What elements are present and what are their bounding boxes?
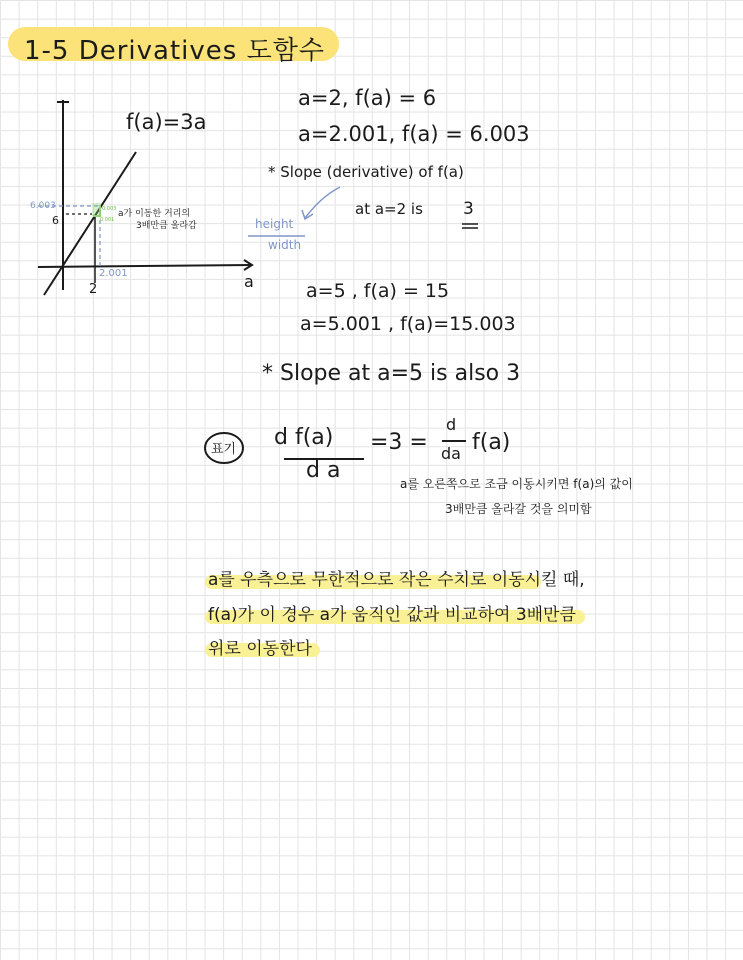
graph-note-line1: a가 이동한 거리의 (118, 209, 191, 219)
x-value-2001: 2.001 (99, 268, 128, 279)
x-axis-label: a (244, 272, 254, 291)
width-label: width (268, 238, 302, 252)
example2-line1: a=5 , f(a) = 15 (306, 280, 450, 302)
notation-note-line2: 3배만큼 올라갈 것을 의미함 (445, 502, 592, 516)
page-title: 1-5 Derivatives 도함수 (24, 36, 325, 66)
summary-line1: a를 우측으로 무한적으로 작은 수치로 이동시킬 때, (208, 570, 585, 590)
slope-arrow (305, 187, 340, 218)
example2-line2: a=5.001 , f(a)=15.003 (300, 313, 516, 335)
operator-d-top: d (446, 415, 457, 434)
delta-highlight (92, 203, 101, 216)
slope-heading: * Slope (derivative) of f(a) (268, 163, 464, 181)
derivative-denominator: d a (306, 458, 341, 483)
example1-line1: a=2, f(a) = 6 (298, 86, 437, 110)
height-label: height (255, 217, 294, 231)
notation-note-line1: a를 오른쪽으로 조금 이동시키면 f(a)의 값이 (400, 477, 633, 491)
slope-at-text: at a=2 is (355, 200, 423, 218)
delta-x-label: 0.001 (100, 217, 115, 223)
delta-y-label: 0.003 (102, 206, 117, 212)
notation-badge: 표기 (211, 442, 237, 457)
x-value-2: 2 (89, 282, 98, 297)
summary-line2: f(a)가 이 경우 a가 움직인 값과 비교하여 3배만큼 (208, 605, 576, 625)
summary-line3: 위로 이동한다 (208, 639, 312, 659)
operator-fraction-bar (442, 440, 466, 442)
slope-statement: * Slope at a=5 is also 3 (262, 361, 521, 386)
derivative-numerator: d f(a) (274, 425, 334, 450)
x-axis (38, 265, 252, 267)
function-label: f(a)=3a (126, 110, 207, 134)
graph-note-line2: 3배만큼 올라감 (136, 221, 197, 231)
operator-d-bottom: da (441, 444, 461, 463)
y-value-6: 6 (52, 214, 59, 227)
example1-line2: a=2.001, f(a) = 6.003 (298, 122, 530, 146)
equals-three: =3 = (370, 430, 428, 455)
y-value-6003: 6.003 (30, 201, 56, 211)
slope-value: 3 (463, 199, 474, 219)
operator-f-of-a: f(a) (472, 430, 511, 455)
